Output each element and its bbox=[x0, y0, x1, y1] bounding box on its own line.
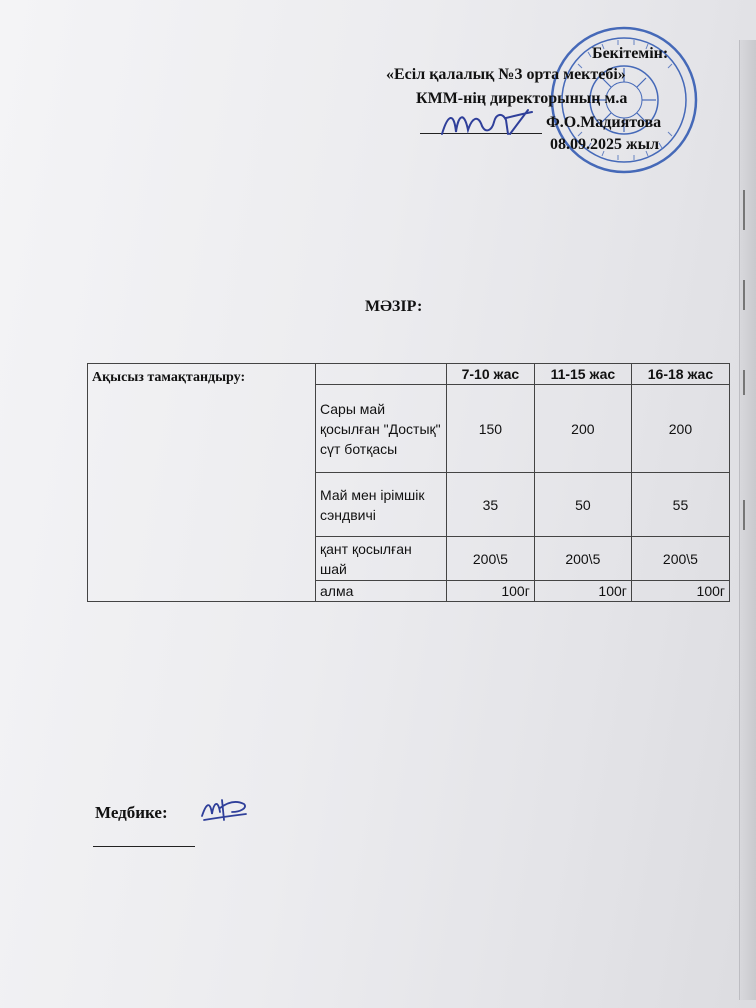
age-group-header: 7-10 жас bbox=[447, 364, 535, 385]
director-title: КММ-нің директорының м.а bbox=[416, 90, 628, 107]
dish-name: Сары май қосылған "Достық" сүт ботқасы bbox=[316, 385, 447, 473]
portion-value: 150 bbox=[447, 385, 535, 473]
director-name: Ф.О.Мадиятова bbox=[546, 114, 662, 131]
director-signature bbox=[436, 104, 536, 144]
adjacent-page-edge bbox=[739, 40, 756, 1000]
portion-value: 200 bbox=[631, 385, 729, 473]
nurse-signature-line bbox=[93, 846, 195, 847]
portion-value: 35 bbox=[447, 473, 535, 537]
nurse-label: Медбике: bbox=[95, 803, 168, 822]
menu-table bbox=[87, 363, 730, 602]
empty-header-cell bbox=[316, 364, 447, 385]
approval-date: 08.09.2025 жыл bbox=[550, 136, 660, 153]
table-header-row bbox=[88, 364, 730, 385]
portion-value: 200 bbox=[534, 385, 631, 473]
page-title: МӘЗІР: bbox=[365, 298, 423, 315]
portion-value: 200\5 bbox=[631, 537, 729, 581]
portion-value: 50 bbox=[534, 473, 631, 537]
dish-name: қант қосылған шай bbox=[316, 537, 447, 581]
portion-value: 55 bbox=[631, 473, 729, 537]
dish-name: алма bbox=[316, 581, 447, 602]
portion-value: 100г bbox=[534, 581, 631, 602]
nurse-signature bbox=[196, 790, 252, 830]
portion-value: 200\5 bbox=[447, 537, 535, 581]
portion-value: 200\5 bbox=[534, 537, 631, 581]
age-group-header: 16-18 жас bbox=[631, 364, 729, 385]
age-group-header: 11-15 жас bbox=[534, 364, 631, 385]
category-cell: Ақысыз тамақтандыру: bbox=[88, 364, 316, 602]
portion-value: 100г bbox=[631, 581, 729, 602]
approval-heading: Бекітемін: bbox=[592, 45, 669, 62]
portion-value: 100г bbox=[447, 581, 535, 602]
dish-name: Май мен ірімшік сэндвичі bbox=[316, 473, 447, 537]
approval-block bbox=[0, 0, 756, 170]
school-name: «Есіл қалалық №3 орта мектебі» bbox=[386, 66, 626, 83]
